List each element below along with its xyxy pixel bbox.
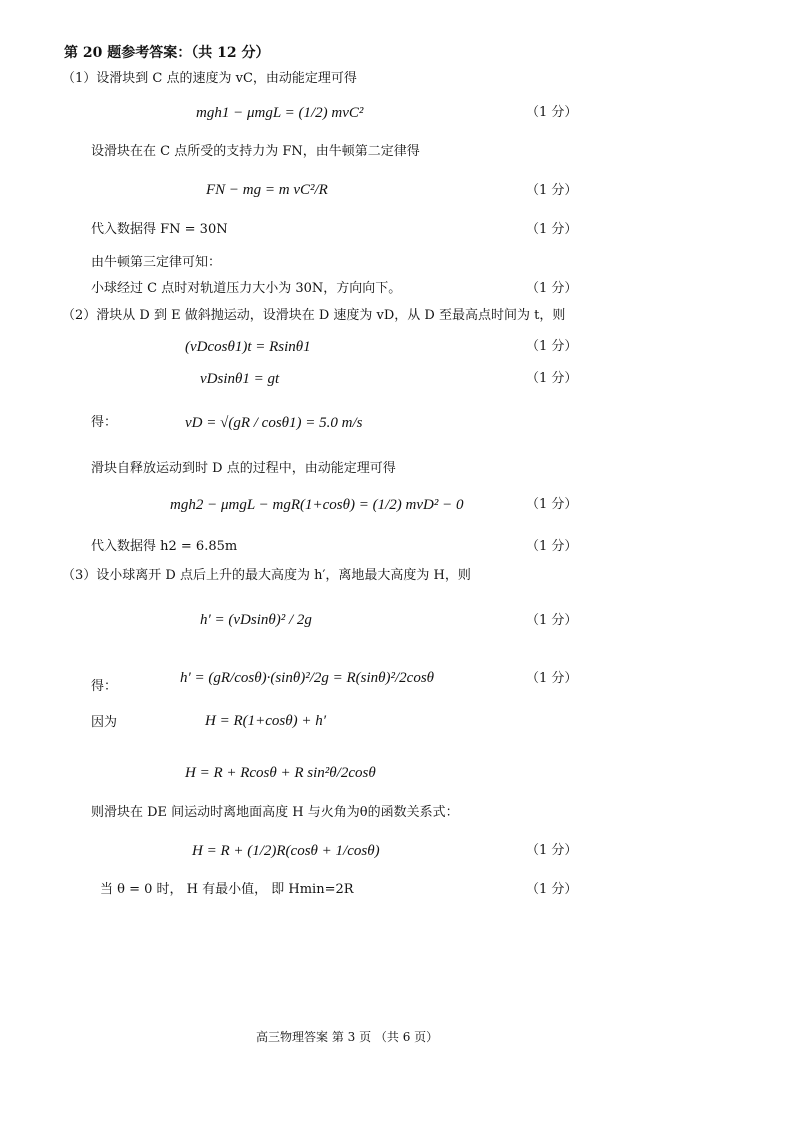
part2-equation-horizontal: (vDcosθ1)t = Rsinθ1 bbox=[185, 339, 311, 355]
part1-equation-energy: mgh1 − μmgL = (1/2) mvC² bbox=[196, 105, 364, 121]
part3-because-label: 因为 bbox=[91, 715, 118, 730]
part2-text-energy: 滑块自释放运动到时 D 点的过程中，由动能定理可得 bbox=[91, 461, 396, 476]
part2-de-label: 得： bbox=[91, 415, 118, 430]
page-footer: 高三物理答案 第 3 页 （共 6 页） bbox=[256, 1030, 439, 1044]
part3-equation-height-expanded: H = R + Rcosθ + R sin²θ/2cosθ bbox=[185, 765, 376, 781]
part2-substitution: 代入数据得 h2 = 6.85m bbox=[91, 539, 238, 554]
score-label: （1 分） bbox=[526, 843, 578, 858]
part3-final-result: 当 θ = 0 时， H 有最小值， 即 Hmin=2R bbox=[100, 882, 354, 897]
score-label: （1 分） bbox=[526, 183, 578, 198]
part3-intro: （3）设小球离开 D 点后上升的最大高度为 h′，离地最大高度为 H，则 bbox=[62, 568, 471, 583]
part3-equation-hprime-result: h′ = (gR/cosθ)·(sinθ)²/2g = R(sinθ)²/2cosθ bbox=[180, 670, 435, 686]
score-label: （1 分） bbox=[526, 497, 578, 512]
part2-intro: （2）滑块从 D 到 E 做斜抛运动，设滑块在 D 速度为 vD，从 D 至最高点时间为 t，则 bbox=[62, 308, 566, 323]
part3-equation-function: H = R + (1/2)R(cosθ + 1/cosθ) bbox=[192, 843, 380, 859]
score-label: （1 分） bbox=[526, 539, 578, 554]
score-label: （1 分） bbox=[526, 281, 578, 296]
part1-equation-newton2: FN − mg = m vC²/R bbox=[206, 182, 328, 198]
part3-equation-height: H = R(1+cosθ) + h′ bbox=[205, 713, 326, 729]
part2-equation-vertical: vDsinθ1 = gt bbox=[200, 371, 280, 387]
score-label: （1 分） bbox=[526, 882, 578, 897]
score-label: （1 分） bbox=[526, 371, 578, 386]
part1-text-support-force: 设滑块在在 C 点所受的支持力为 FN，由牛顿第二定律得 bbox=[91, 144, 420, 159]
score-label: （1 分） bbox=[526, 222, 578, 237]
part3-equation-hprime: h′ = (vDsinθ)² / 2g bbox=[200, 612, 312, 628]
score-label: （1 分） bbox=[526, 613, 578, 628]
part1-intro: （1）设滑块到 C 点的速度为 vC，由动能定理可得 bbox=[62, 71, 357, 86]
part1-substitution: 代入数据得 FN = 30N bbox=[91, 222, 228, 237]
part2-equation-energy: mgh2 − μmgL − mgR(1+cosθ) = (1/2) mvD² − 0 bbox=[170, 497, 464, 513]
score-label: （1 分） bbox=[526, 105, 578, 120]
score-label: （1 分） bbox=[526, 671, 578, 686]
question-title: 第 20 题参考答案：（共 12 分） bbox=[64, 45, 270, 61]
score-label: （1 分） bbox=[526, 339, 578, 354]
part1-newton3-text: 由牛顿第三定律可知： bbox=[91, 255, 222, 270]
part3-de-label: 得： bbox=[91, 679, 118, 694]
part1-conclusion: 小球经过 C 点时对轨道压力大小为 30N，方向向下。 bbox=[91, 281, 402, 296]
part3-text-function: 则滑块在 DE 间运动时离地面高度 H 与火角为θ的函数关系式： bbox=[91, 805, 459, 820]
part2-equation-vd: vD = √(gR / cosθ1) = 5.0 m/s bbox=[185, 415, 363, 431]
